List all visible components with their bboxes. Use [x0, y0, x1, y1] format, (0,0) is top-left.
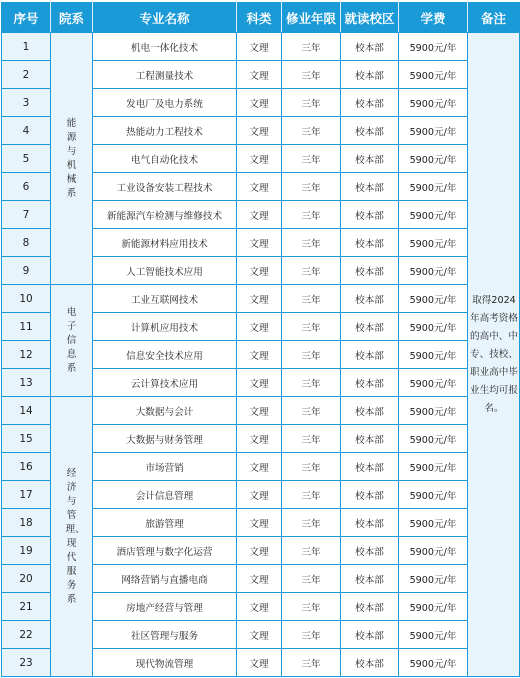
category: 文理 — [237, 89, 282, 117]
category: 文理 — [237, 481, 282, 509]
row-number: 14 — [2, 397, 51, 425]
category: 文理 — [237, 61, 282, 89]
enrollment-table — [1, 2, 520, 677]
category: 文理 — [237, 369, 282, 397]
study-years: 三年 — [282, 369, 341, 397]
row-number: 21 — [2, 593, 51, 621]
row-number: 16 — [2, 453, 51, 481]
campus: 校本部 — [341, 341, 399, 369]
major-name: 热能动力工程技术 — [93, 117, 237, 145]
header-category: 科类 — [237, 3, 282, 33]
row-number: 22 — [2, 621, 51, 649]
study-years: 三年 — [282, 621, 341, 649]
major-name: 房地产经营与管理 — [93, 593, 237, 621]
major-name: 发电厂及电力系统 — [93, 89, 237, 117]
row-number: 12 — [2, 341, 51, 369]
campus: 校本部 — [341, 89, 399, 117]
tuition-fee: 5900元/年 — [399, 229, 468, 257]
major-name: 机电一体化技术 — [93, 33, 237, 61]
major-name: 新能源汽车检测与维修技术 — [93, 201, 237, 229]
category: 文理 — [237, 313, 282, 341]
study-years: 三年 — [282, 89, 341, 117]
category: 文理 — [237, 425, 282, 453]
department-name: 电子信息系 — [66, 306, 77, 374]
department-name: 能源与机械系 — [66, 117, 77, 199]
row-number: 7 — [2, 201, 51, 229]
study-years: 三年 — [282, 593, 341, 621]
study-years: 三年 — [282, 33, 341, 61]
tuition-fee: 5900元/年 — [399, 341, 468, 369]
header-department: 院系 — [51, 3, 93, 33]
major-name: 网络营销与直播电商 — [93, 565, 237, 593]
campus: 校本部 — [341, 453, 399, 481]
row-number: 10 — [2, 285, 51, 313]
major-name: 人工智能技术应用 — [93, 257, 237, 285]
study-years: 三年 — [282, 117, 341, 145]
study-years: 三年 — [282, 341, 341, 369]
campus: 校本部 — [341, 509, 399, 537]
category: 文理 — [237, 257, 282, 285]
major-name: 大数据与财务管理 — [93, 425, 237, 453]
major-name: 工业设备安装工程技术 — [93, 173, 237, 201]
header-row — [2, 3, 520, 33]
category: 文理 — [237, 565, 282, 593]
tuition-fee: 5900元/年 — [399, 61, 468, 89]
row-number: 23 — [2, 649, 51, 677]
campus: 校本部 — [341, 621, 399, 649]
tuition-fee: 5900元/年 — [399, 621, 468, 649]
tuition-fee: 5900元/年 — [399, 313, 468, 341]
major-name: 酒店管理与数字化运营 — [93, 537, 237, 565]
row-number: 8 — [2, 229, 51, 257]
tuition-fee: 5900元/年 — [399, 649, 468, 677]
campus: 校本部 — [341, 201, 399, 229]
row-number: 2 — [2, 61, 51, 89]
major-name: 信息安全技术应用 — [93, 341, 237, 369]
department-name: 经济与管理、现代服务系 — [65, 467, 85, 605]
category: 文理 — [237, 621, 282, 649]
major-name: 计算机应用技术 — [93, 313, 237, 341]
campus: 校本部 — [341, 397, 399, 425]
study-years: 三年 — [282, 145, 341, 173]
campus: 校本部 — [341, 593, 399, 621]
campus: 校本部 — [341, 257, 399, 285]
row-number: 4 — [2, 117, 51, 145]
study-years: 三年 — [282, 313, 341, 341]
study-years: 三年 — [282, 565, 341, 593]
row-number: 1 — [2, 33, 51, 61]
table-body — [2, 33, 520, 677]
campus: 校本部 — [341, 565, 399, 593]
tuition-fee: 5900元/年 — [399, 509, 468, 537]
tuition-fee: 5900元/年 — [399, 425, 468, 453]
row-number: 15 — [2, 425, 51, 453]
major-name: 电气自动化技术 — [93, 145, 237, 173]
row-number: 20 — [2, 565, 51, 593]
major-name: 旅游管理 — [93, 509, 237, 537]
tuition-fee: 5900元/年 — [399, 173, 468, 201]
tuition-fee: 5900元/年 — [399, 201, 468, 229]
category: 文理 — [237, 341, 282, 369]
campus: 校本部 — [341, 117, 399, 145]
category: 文理 — [237, 453, 282, 481]
row-number: 11 — [2, 313, 51, 341]
tuition-fee: 5900元/年 — [399, 285, 468, 313]
row-number: 3 — [2, 89, 51, 117]
tuition-fee: 5900元/年 — [399, 33, 468, 61]
row-number: 13 — [2, 369, 51, 397]
remark-cell — [468, 33, 520, 677]
category: 文理 — [237, 33, 282, 61]
study-years: 三年 — [282, 61, 341, 89]
category: 文理 — [237, 117, 282, 145]
category: 文理 — [237, 509, 282, 537]
category: 文理 — [237, 285, 282, 313]
row-number: 6 — [2, 173, 51, 201]
tuition-fee: 5900元/年 — [399, 89, 468, 117]
tuition-fee: 5900元/年 — [399, 397, 468, 425]
tuition-fee: 5900元/年 — [399, 145, 468, 173]
study-years: 三年 — [282, 201, 341, 229]
study-years: 三年 — [282, 229, 341, 257]
header-fee: 学费 — [399, 3, 468, 33]
campus: 校本部 — [341, 649, 399, 677]
study-years: 三年 — [282, 397, 341, 425]
category: 文理 — [237, 173, 282, 201]
category: 文理 — [237, 649, 282, 677]
tuition-fee: 5900元/年 — [399, 257, 468, 285]
tuition-fee: 5900元/年 — [399, 537, 468, 565]
major-name: 市场营销 — [93, 453, 237, 481]
category: 文理 — [237, 201, 282, 229]
major-name: 大数据与会计 — [93, 397, 237, 425]
campus: 校本部 — [341, 229, 399, 257]
header-no: 序号 — [2, 3, 51, 33]
campus: 校本部 — [341, 145, 399, 173]
category: 文理 — [237, 537, 282, 565]
tuition-fee: 5900元/年 — [399, 593, 468, 621]
department-cell — [51, 33, 93, 285]
major-name: 现代物流管理 — [93, 649, 237, 677]
study-years: 三年 — [282, 453, 341, 481]
tuition-fee: 5900元/年 — [399, 565, 468, 593]
category: 文理 — [237, 593, 282, 621]
major-name: 工程测量技术 — [93, 61, 237, 89]
campus: 校本部 — [341, 285, 399, 313]
study-years: 三年 — [282, 509, 341, 537]
study-years: 三年 — [282, 537, 341, 565]
row-number: 18 — [2, 509, 51, 537]
tuition-fee: 5900元/年 — [399, 369, 468, 397]
remark-text: 取得2024年高考资格的高中、中专、技校、职业高中毕业生均可报名。 — [470, 294, 518, 414]
study-years: 三年 — [282, 425, 341, 453]
header-major: 专业名称 — [93, 3, 237, 33]
row-number: 9 — [2, 257, 51, 285]
department-cell — [51, 285, 93, 397]
study-years: 三年 — [282, 173, 341, 201]
campus: 校本部 — [341, 425, 399, 453]
study-years: 三年 — [282, 649, 341, 677]
major-name: 会计信息管理 — [93, 481, 237, 509]
campus: 校本部 — [341, 537, 399, 565]
study-years: 三年 — [282, 257, 341, 285]
header-years: 修业年限 — [282, 3, 341, 33]
tuition-fee: 5900元/年 — [399, 481, 468, 509]
major-name: 社区管理与服务 — [93, 621, 237, 649]
major-name: 新能源材料应用技术 — [93, 229, 237, 257]
table-row — [2, 397, 520, 425]
department-cell — [51, 397, 93, 677]
row-number: 17 — [2, 481, 51, 509]
tuition-fee: 5900元/年 — [399, 453, 468, 481]
row-number: 5 — [2, 145, 51, 173]
table-row — [2, 285, 520, 313]
row-number: 19 — [2, 537, 51, 565]
campus: 校本部 — [341, 369, 399, 397]
study-years: 三年 — [282, 481, 341, 509]
campus: 校本部 — [341, 481, 399, 509]
study-years: 三年 — [282, 285, 341, 313]
major-name: 云计算技术应用 — [93, 369, 237, 397]
tuition-fee: 5900元/年 — [399, 117, 468, 145]
category: 文理 — [237, 397, 282, 425]
campus: 校本部 — [341, 33, 399, 61]
campus: 校本部 — [341, 173, 399, 201]
category: 文理 — [237, 229, 282, 257]
campus: 校本部 — [341, 61, 399, 89]
category: 文理 — [237, 145, 282, 173]
campus: 校本部 — [341, 313, 399, 341]
table-row — [2, 33, 520, 61]
header-campus: 就读校区 — [341, 3, 399, 33]
header-remark: 备注 — [468, 3, 520, 33]
major-name: 工业互联网技术 — [93, 285, 237, 313]
